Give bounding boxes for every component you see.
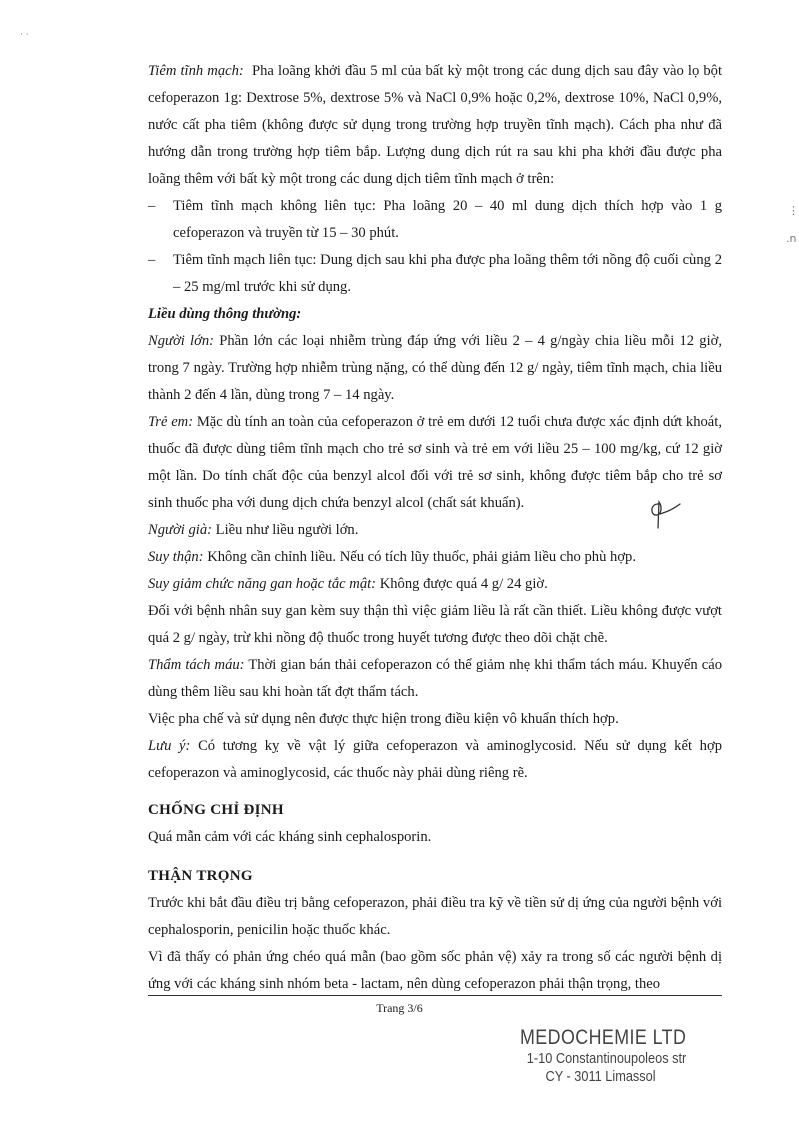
dialysis-text: Thời gian bán thải cefoperazon có thể giảm nhẹ khi thẩm tách máu. Khuyến cáo dùng thêm liều sau khi hoàn tất đợt thẩm tách. bbox=[148, 657, 723, 700]
company-stamp bbox=[520, 1026, 690, 1086]
iv-lead: Tiêm tĩnh mạch: bbox=[148, 63, 244, 79]
stamp-address-line1: 1-10 Constantinoupoleos str bbox=[526, 1050, 687, 1067]
precautions-paragraph: Trước khi bắt đầu điều trị bằng cefoperazon, phải điều tra kỹ về tiền sử dị ứng của người bệnh với cephalosporin, penicilin hoặc thuốc khác. bbox=[148, 895, 722, 938]
precautions-heading: THẬN TRỌNG bbox=[148, 868, 253, 884]
bullet-item bbox=[148, 193, 722, 247]
contraindications-text: Quá mẫn cảm với các kháng sinh cephalosporin. bbox=[148, 829, 432, 845]
elderly-paragraph bbox=[148, 517, 722, 544]
elderly-text: Liều như liều người lớn. bbox=[215, 522, 359, 538]
hepatic-lead: Suy giảm chức năng gan hoặc tắc mật: bbox=[148, 576, 377, 592]
scan-margin-mark: .n bbox=[786, 232, 797, 245]
note-paragraph bbox=[148, 733, 722, 787]
page-number: Trang 3/6 bbox=[376, 1001, 423, 1015]
bullet-item bbox=[148, 247, 722, 301]
combined-paragraph: Đối với bệnh nhân suy gan kèm suy thận thì việc giảm liều là rất cần thiết. Liều không được vượt quá 2 g/ ngày, trừ khi nồng độ thuốc trong huyết tương được theo dõi chặt chẽ. bbox=[148, 603, 722, 646]
aseptic-paragraph: Việc pha chế và sử dụng nên được thực hiện trong điều kiện vô khuẩn thích hợp. bbox=[148, 711, 619, 727]
bullet-dash: – bbox=[148, 198, 156, 214]
note-text: Có tương kỵ về vật lý giữa cefoperazon và aminoglycosid. Nếu sử dụng kết hợp cefoperazon và aminoglycosid, các thuốc này phải dùng riêng rẽ. bbox=[148, 738, 722, 781]
adult-lead: Người lớn: bbox=[148, 333, 215, 349]
renal-paragraph bbox=[148, 544, 722, 571]
contraindications-heading: CHỐNG CHỈ ĐỊNH bbox=[148, 802, 284, 818]
precautions-paragraph: Vì đã thấy có phản ứng chéo quá mẫn (bao gồm sốc phản vệ) xảy ra trong số các người bệnh dị ứng với các kháng sinh nhóm beta - lactam, nên dùng cefoperazon phải thận trọng, theo bbox=[148, 949, 722, 992]
adult-paragraph bbox=[148, 328, 722, 409]
child-text: Mặc dù tính an toàn của cefoperazon ở trẻ em dưới 12 tuổi chưa được xác định dứt khoát, thuốc đã được dùng tiêm tĩnh mạch cho trẻ sơ sinh và trẻ em với liều 25 – 100 mg/kg, cứ 12 giờ một lần. Do tính chất độc của benzyl alcol đối với trẻ sơ sinh, không được tiêm bắp cho trẻ sơ sinh thuốc pha với dung dịch chứa benzyl alcol (chất sát khuẩn). bbox=[148, 414, 722, 511]
child-paragraph bbox=[148, 409, 722, 517]
elderly-lead: Người già: bbox=[148, 522, 212, 538]
hepatic-paragraph bbox=[148, 571, 722, 598]
bullet-text: Tiêm tĩnh mạch không liên tục: Pha loãng 20 – 40 ml dung dịch thích hợp vào 1 g cefoperazon và truyền từ 15 – 30 phút. bbox=[173, 198, 722, 241]
dialysis-paragraph bbox=[148, 652, 722, 706]
scan-margin-dots: ⋮ bbox=[788, 204, 799, 217]
dialysis-lead: Thẩm tách máu: bbox=[148, 657, 245, 673]
note-lead: Lưu ý: bbox=[148, 738, 191, 754]
child-lead: Trẻ em: bbox=[148, 414, 194, 430]
stamp-company: MEDOCHEMIE LTD bbox=[520, 1026, 687, 1049]
scan-speck: · · bbox=[20, 30, 29, 40]
document-body bbox=[148, 58, 722, 998]
renal-lead: Suy thận: bbox=[148, 549, 204, 565]
stamp-address-line2: CY - 3011 Limassol bbox=[545, 1068, 656, 1085]
bullet-text: Tiêm tĩnh mạch liên tục: Dung dịch sau khi pha được pha loãng thêm tới nồng độ cuối cùng 2 – 25 mg/ml trước khi sử dụng. bbox=[173, 252, 722, 295]
handwritten-signature bbox=[644, 498, 684, 532]
bullet-dash: – bbox=[148, 252, 156, 268]
renal-text: Không cần chỉnh liều. Nếu có tích lũy thuốc, phải giảm liều cho phù hợp. bbox=[207, 549, 637, 565]
iv-paragraph bbox=[148, 58, 722, 193]
adult-text: Phần lớn các loại nhiễm trùng đáp ứng với liều 2 – 4 g/ngày chia liều mỗi 12 giờ, trong 7 ngày. Trường hợp nhiễm trùng nặng, có thể dùng đến 12 g/ ngày, tiêm tĩnh mạch, chia liều thành 2 đến 4 lần, dùng trong 7 – 14 ngày. bbox=[148, 333, 722, 403]
iv-text: Pha loãng khởi đầu 5 ml của bất kỳ một trong các dung dịch sau đây vào lọ bột cefoperazon 1g: Dextrose 5%, dextrose 5% và NaCl 0,9% hoặc 0,2%, dextrose 10%, NaCl 0,9%, nước cất pha tiêm (không được sử dụng trong trường hợp truyền tĩnh mạch). Cách pha như đã hướng dẫn trong trường hợp tiêm bắp. Lượng dung dịch rút ra sau khi pha khởi đầu được pha loãng thêm với bất kỳ một trong các dung dịch tiêm tĩnh mạch ở trên: bbox=[148, 63, 722, 187]
dosage-heading: Liều dùng thông thường: bbox=[148, 306, 302, 322]
footer-divider bbox=[148, 995, 722, 996]
hepatic-text: Không được quá 4 g/ 24 giờ. bbox=[379, 576, 548, 592]
